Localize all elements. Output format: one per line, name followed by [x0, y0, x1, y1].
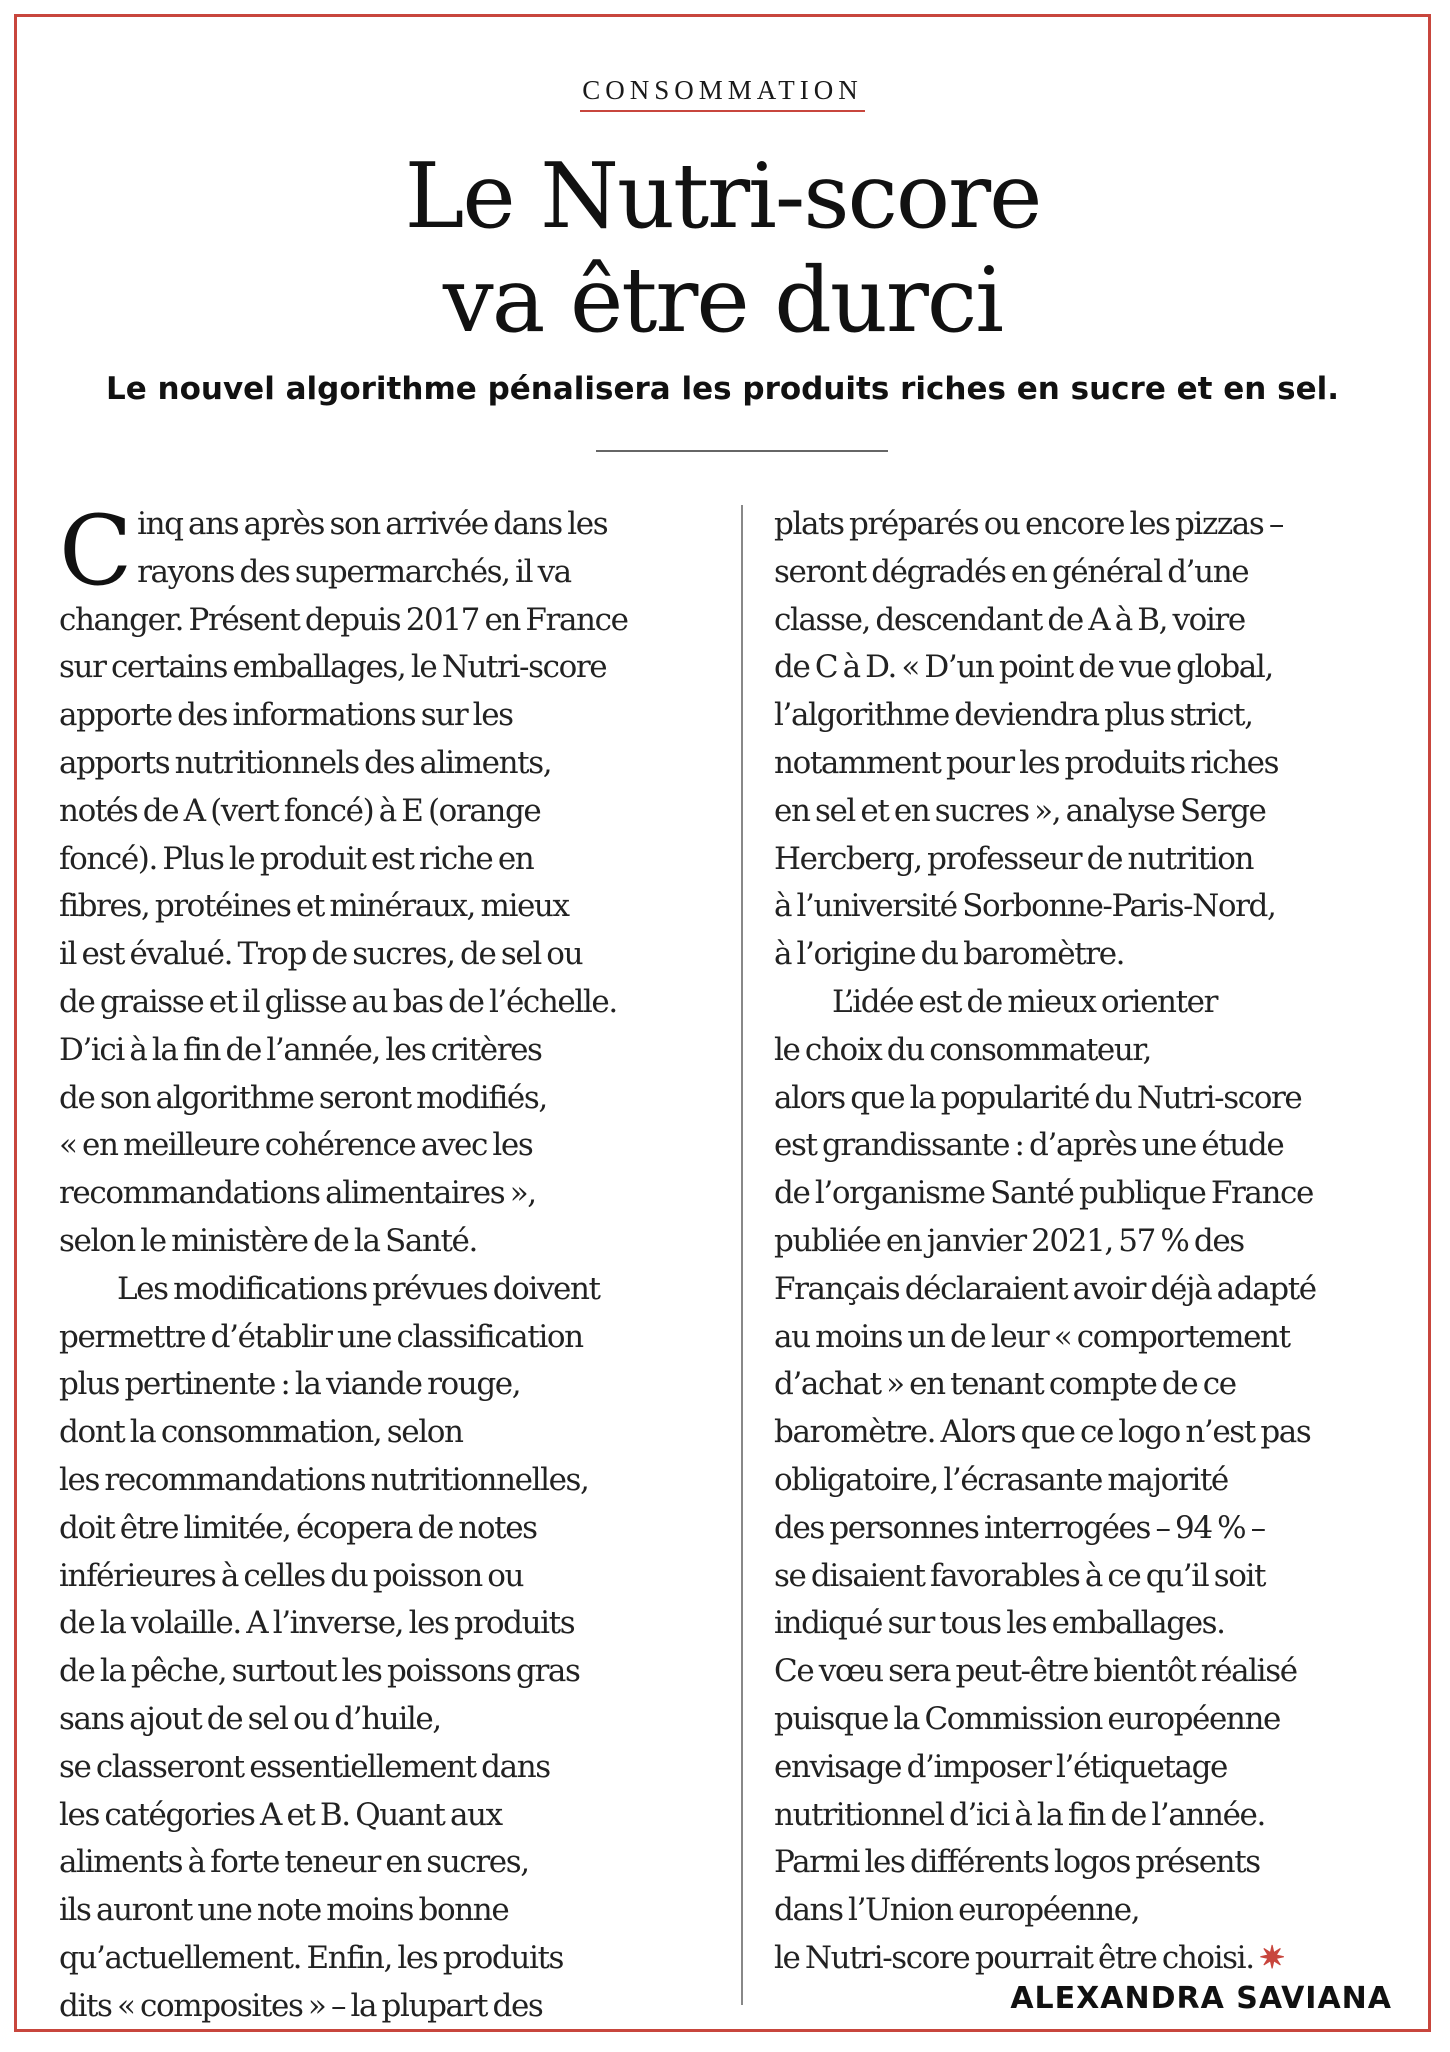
- text-line: est grandissante : d’après une étude: [774, 1127, 1284, 1164]
- text-line: alors que la popularité du Nutri-score: [774, 1079, 1302, 1116]
- text-line: dits « composites » – la plupart des: [59, 1987, 543, 2024]
- text-line: puisque la Commission européenne: [774, 1700, 1281, 1737]
- text-line: plats préparés ou encore les pizzas –: [774, 506, 1283, 542]
- text-line: notamment pour les produits riches: [774, 744, 1279, 781]
- text-line: il est évalué. Trop de sucres, de sel ou: [59, 936, 583, 973]
- text-line: D’ici à la fin de l’année, les critères: [59, 1031, 542, 1068]
- text-line: aliments à forte teneur en sucres,: [59, 1844, 529, 1881]
- text-line: de C à D. « D’un point de vue global,: [774, 649, 1273, 686]
- text-line: plus pertinente : la viande rouge,: [59, 1366, 521, 1403]
- text-line: recommandations alimentaires »,: [59, 1175, 536, 1212]
- text-line: en sel et en sucres », analyse Serge: [774, 792, 1266, 829]
- text-line: d’achat » en tenant compte de ce: [774, 1366, 1236, 1403]
- text-line: à l’université Sorbonne-Paris-Nord,: [774, 888, 1276, 925]
- text-line: fibres, protéines et minéraux, mieux: [59, 888, 569, 925]
- text-line: classe, descendant de A à B, voire: [774, 601, 1245, 638]
- text-line: se disaient favorables à ce qu’il soit: [774, 1557, 1266, 1594]
- text-line: inq ans après son arrivée dans les: [137, 506, 608, 542]
- text-line: Parmi les différents logos présents: [774, 1844, 1260, 1881]
- column-rule: [741, 505, 743, 2005]
- section-kicker: CONSOMMATION: [17, 75, 1428, 112]
- text-line: des personnes interrogées – 94 % –: [774, 1509, 1265, 1546]
- text-line: apports nutritionnels des aliments,: [59, 744, 552, 781]
- text-line: de la volaille. A l’inverse, les produits: [59, 1605, 575, 1642]
- text-line: « en meilleure cohérence avec les: [59, 1127, 533, 1164]
- headline-line-2: va être durci: [442, 248, 1003, 353]
- text-line: [774, 1935, 1316, 1983]
- text-line: permettre d’établir une classification: [59, 1318, 583, 1355]
- text-line: changer. Présent depuis 2017 en France: [59, 601, 628, 638]
- byline: ALEXANDRA SAVIANA: [1010, 1981, 1392, 2016]
- text-line: dans l’Union européenne,: [774, 1892, 1140, 1929]
- last-line-text: le Nutri-score pourrait être choisi.: [774, 1939, 1254, 1976]
- left-column: [59, 495, 628, 2031]
- text-line: Hercberg, professeur de nutrition: [774, 840, 1254, 877]
- text-line: à l’origine du baromètre.: [774, 936, 1125, 973]
- right-column: [774, 501, 1316, 1983]
- text-line: le choix du consommateur,: [774, 1031, 1151, 1068]
- text-line: qu’actuellement. Enfin, les produits: [59, 1939, 564, 1976]
- text-line: rayons des supermarchés, il va: [137, 553, 571, 590]
- text-line: sans ajout de sel ou d’huile,: [59, 1700, 441, 1737]
- headline-line-1: Le Nutri-score: [404, 144, 1041, 249]
- headline: [17, 145, 1428, 353]
- text-line: au moins un de leur « comportement: [774, 1318, 1290, 1355]
- divider-rule: [596, 450, 888, 452]
- text-line: les catégories A et B. Quant aux: [59, 1796, 502, 1833]
- text-line: de son algorithme seront modifiés,: [59, 1079, 547, 1116]
- text-line: dont la consommation, selon: [59, 1414, 463, 1451]
- text-line: selon le ministère de la Santé.: [59, 1222, 477, 1259]
- text-line: les recommandations nutritionnelles,: [59, 1461, 589, 1498]
- text-line: doit être limitée, écopera de notes: [59, 1509, 537, 1546]
- text-line: ils auront une note moins bonne: [59, 1892, 509, 1929]
- text-line: envisage d’imposer l’étiquetage: [774, 1748, 1227, 1785]
- text-line: sur certains emballages, le Nutri-score: [59, 649, 607, 686]
- article-frame: [14, 14, 1431, 2032]
- text-line: obligatoire, l’écrasante majorité: [774, 1461, 1228, 1498]
- text-line: apporte des informations sur les: [59, 697, 513, 734]
- text-line: Français déclaraient avoir déjà adapté: [774, 1270, 1316, 1307]
- text-line: baromètre. Alors que ce logo n’est pas: [774, 1414, 1311, 1451]
- text-line: se classeront essentiellement dans: [59, 1748, 550, 1785]
- end-mark-icon: ✷: [1259, 1939, 1284, 1976]
- text-line: Ce vœu sera peut-être bientôt réalisé: [774, 1653, 1297, 1690]
- text-line: de l’organisme Santé publique France: [774, 1175, 1313, 1212]
- text-line: de graisse et il glisse au bas de l’échelle.: [59, 983, 617, 1020]
- text-line: notés de A (vert foncé) à E (orange: [59, 792, 541, 829]
- text-line: l’algorithme deviendra plus strict,: [774, 697, 1253, 734]
- text-line: Les modifications prévues doivent: [117, 1270, 600, 1307]
- drop-cap: C: [59, 495, 132, 607]
- text-line: de la pêche, surtout les poissons gras: [59, 1653, 580, 1690]
- text-line: publiée en janvier 2021, 57 % des: [774, 1222, 1244, 1259]
- text-line: indiqué sur tous les emballages.: [774, 1605, 1225, 1642]
- text-line: foncé). Plus le produit est riche en: [59, 840, 534, 877]
- text-line: nutritionnel d’ici à la fin de l’année.: [774, 1796, 1265, 1833]
- text-line: inférieures à celles du poisson ou: [59, 1557, 524, 1594]
- text-line: seront dégradés en général d’une: [774, 553, 1249, 590]
- standfirst: Le nouvel algorithme pénalisera les produits riches en sucre et en sel.: [105, 371, 1340, 407]
- text-line: L’idée est de mieux orienter: [832, 983, 1218, 1020]
